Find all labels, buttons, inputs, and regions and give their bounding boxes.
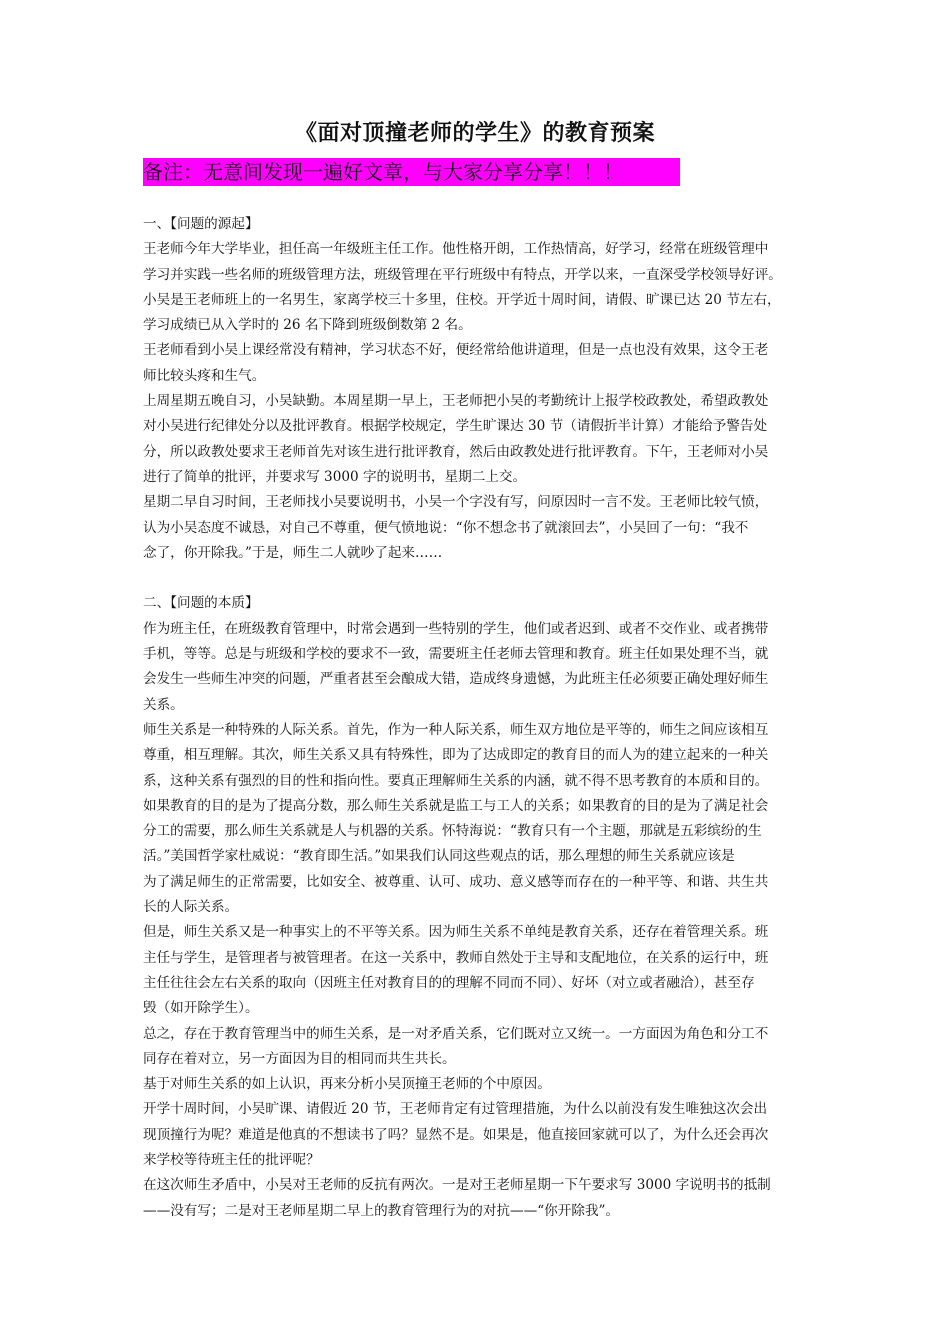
text-line: 对小吴进行纪律处分以及批评教育。根据学校规定，学生旷课达 30 节（请假折半计算）才能给予警告处 (143, 418, 768, 435)
text-line: 作为班主任，在班级教育管理中，时常会遇到一些特别的学生，他们或者迟到、或者不交作业、或者携带 (143, 620, 769, 637)
text-line: 星期二早自习时间，王老师找小吴要说明书，小吴一个字没有写，问原因时一言不发。王老师比较气愤， (143, 494, 769, 511)
text-line: 进行了简单的批评，并要求写 3000 字的说明书，星期二上交。 (143, 468, 527, 485)
section-essence-paragraphs (143, 617, 811, 1224)
text-line: 系，这种关系有强烈的目的性和指向性。要真正理解师生关系的内涵，就不得不思考教育的本质和目的。 (143, 772, 769, 789)
text-line: 念了，你开除我。”于是，师生二人就吵了起来…… (143, 544, 443, 561)
text-line: 学习成绩已从入学时的 26 名下降到班级倒数第 2 名。 (143, 317, 472, 334)
text-line: 主任与学生，是管理者与被管理者。在这一关系中，教师自然处于主导和支配地位，在关系的运行中，班 (143, 949, 769, 966)
text-line: 活。”美国哲学家杜威说：“教育即生活。”如果我们认同这些观点的话，那么理想的师生关系就应该是 (143, 848, 735, 865)
text-line: 王老师今年大学毕业，担任高一年级班主任工作。他性格开朗，工作热情高，好学习，经常在班级管理中 (143, 241, 769, 258)
text-line: 但是，师生关系又是一种事实上的不平等关系。因为师生关系不单纯是教育关系，还存在着管理关系。班 (143, 924, 769, 941)
section-origin-paragraphs (143, 237, 811, 566)
text-line: 认为小吴态度不诚恳，对自己不尊重，便气愤地说：“你不想念书了就滚回去”，小吴回了一句：“我不 (143, 519, 749, 536)
text-line: 长的人际关系。 (143, 899, 239, 916)
highlighted-note: 备注：无意间发现一遍好文章，与大家分享分享！！！ (143, 158, 680, 186)
text-line: 手机，等等。总是与班级和学校的要求不一致，需要班主任老师去管理和教育。班主任如果处理不当，就 (143, 646, 769, 663)
text-line: 基于对师生关系的如上认识，再来分析小吴顶撞王老师的个中原因。 (143, 1076, 551, 1093)
text-line: 分，所以政教处要求王老师首先对该生进行批评教育，然后由政教处进行批评教育。下午，王老师对小吴 (143, 443, 769, 460)
text-line: 开学十周时间，小吴旷课、请假近 20 节，王老师肯定有过管理措施，为什么以前没有发生唯独这次会出 (143, 1101, 768, 1118)
text-line: 毁（如开除学生）。 (143, 1000, 259, 1017)
section-spacer (143, 566, 811, 591)
text-line: 主任往往会左右关系的取向（因班主任对教育目的的理解不同而不同）、好坏（对立或者融洽），甚至存 (143, 974, 755, 991)
text-line: 关系。 (143, 696, 184, 713)
text-line: 尊重，相互理解。其次，师生关系又具有特殊性，即为了达成即定的教育目的而人为的建立起来的一种关 (143, 747, 769, 764)
document-title: 《面对顶撞老师的学生》的教育预案 (294, 121, 655, 146)
section-heading-origin: 一、【问题的源起】 (143, 216, 259, 232)
text-line: 如果教育的目的是为了提高分数，那么师生关系就是监工与工人的关系；如果教育的目的是为了满足社会 (143, 797, 769, 814)
text-line: 同存在着对立，另一方面因为目的相同而共生共长。 (143, 1050, 456, 1067)
text-line: 为了满足师生的正常需要，比如安全、被尊重、认可、成功、意义感等而存在的一种平等、和谐、共生共 (143, 873, 769, 890)
document-body (143, 212, 811, 1224)
text-line: 师比较头疼和生气。 (143, 367, 266, 384)
text-line: 师生关系是一种特殊的人际关系。首先，作为一种人际关系，师生双方地位是平等的，师生之间应该相互 (143, 721, 769, 738)
text-line: 小吴是王老师班上的一名男生，家离学校三十多里，住校。开学近十周时间，请假、旷课已达 20 节左右， (143, 291, 781, 308)
text-line: 现顶撞行为呢？难道是他真的不想读书了吗？显然不是。如果是，他直接回家就可以了，为什么还会再次 (143, 1126, 769, 1143)
text-line: 会发生一些师生冲突的问题，严重者甚至会酿成大错，造成终身遗憾，为此班主任必须要正确处理好师生 (143, 671, 769, 688)
text-line: 来学校等待班主任的批评呢？ (143, 1151, 320, 1168)
section-heading-essence: 二、【问题的本质】 (143, 595, 259, 612)
text-line: 总之，存在于教育管理当中的师生关系，是一对矛盾关系，它们既对立又统一。一方面因为角色和分工不 (143, 1025, 769, 1042)
text-line: 学习并实践一些名师的班级管理方法，班级管理在平行班级中有特点，开学以来，一直深受学校领导好评。 (143, 266, 782, 283)
text-line: 王老师看到小吴上课经常没有精神，学习状态不好，便经常给他讲道理，但是一点也没有效果，这令王老 (143, 342, 769, 359)
text-line: 在这次师生矛盾中，小吴对王老师的反抗有两次。一是对王老师星期一下午要求写 3000 字说明书的抵制 (143, 1177, 771, 1194)
text-line: 上周星期五晚自习，小吴缺勤。本周星期一早上，王老师把小吴的考勤统计上报学校政教处，希望政教处 (143, 393, 769, 410)
text-line: 分工的需要，那么师生关系就是人与机器的关系。怀特海说：“教育只有一个主题，那就是五彩缤纷的生 (143, 823, 762, 840)
text-line: ——没有写；二是对王老师星期二早上的教育管理行为的对抗——“你开除我”。 (143, 1202, 620, 1219)
